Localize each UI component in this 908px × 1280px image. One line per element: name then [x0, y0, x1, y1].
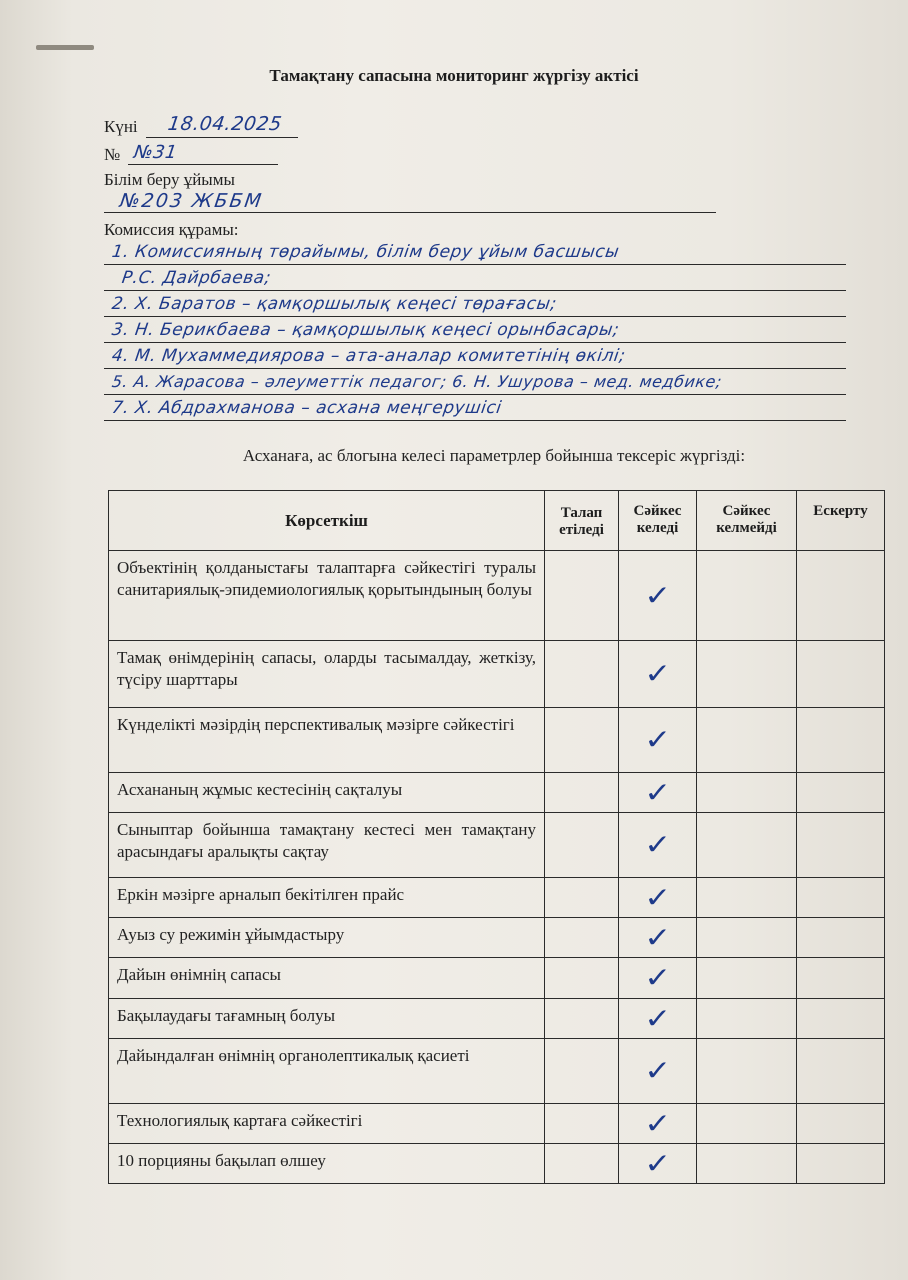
date-line: [146, 137, 298, 138]
required-cell: [545, 551, 619, 641]
date-value: 18.04.2025: [166, 113, 284, 135]
not-complies-cell: [697, 958, 797, 999]
note-cell: [797, 813, 885, 878]
note-cell: [797, 641, 885, 708]
indicator-cell: Бақылаудағы тағамның болуы: [109, 999, 545, 1039]
required-cell: [545, 958, 619, 999]
indicator-cell: Ауыз су режимін ұйымдастыру: [109, 918, 545, 958]
complies-cell: [619, 641, 697, 708]
table-row: [109, 1039, 885, 1104]
not-complies-cell: [697, 641, 797, 708]
complies-cell: [619, 813, 697, 878]
commission-member-7: 7. Х. Абдрахманова – асхана меңгерушісі: [110, 398, 503, 418]
table-row: [109, 958, 885, 999]
not-complies-cell: [697, 918, 797, 958]
commission-line-1: [104, 264, 846, 265]
commission-line-2: [104, 290, 846, 291]
note-cell: [797, 1104, 885, 1144]
header-required: Талап етіледі: [545, 491, 619, 551]
required-cell: [545, 1104, 619, 1144]
header-note: Ескерту: [797, 491, 885, 551]
not-complies-cell: [697, 813, 797, 878]
note-cell: [797, 878, 885, 918]
table-row: [109, 551, 885, 641]
table-header-row: [109, 491, 885, 551]
required-cell: [545, 918, 619, 958]
not-complies-cell: [697, 999, 797, 1039]
indicator-cell: Дайындалған өнімнің органолептикалық қасиеті: [109, 1039, 545, 1104]
check-mark-icon: ✓: [644, 1054, 671, 1087]
not-complies-cell: [697, 1104, 797, 1144]
check-mark-icon: ✓: [644, 880, 671, 914]
complies-cell: [619, 773, 697, 813]
note-cell: [797, 958, 885, 999]
number-label: №: [104, 145, 121, 164]
table-row: [109, 1104, 885, 1144]
check-mark-icon: ✓: [644, 828, 671, 861]
indicator-cell: Асхананың жұмыс кестесінің сақталуы: [109, 773, 545, 813]
required-cell: [545, 813, 619, 878]
required-cell: [545, 773, 619, 813]
check-mark-icon: ✓: [644, 578, 671, 612]
org-value: №203 ЖББМ: [118, 190, 265, 212]
indicator-cell: Объектінің қолданыстағы талаптарға сәйкестігі туралы санитариялық-эпидемиологиялық қорытындының болуы: [109, 551, 545, 641]
table-row: [109, 813, 885, 878]
required-cell: [545, 708, 619, 773]
indicator-cell: Тамақ өнімдерінің сапасы, оларды тасымалдау, жеткізу, түсіру шарттары: [109, 641, 545, 708]
table-row: [109, 918, 885, 958]
header-complies: Сәйкес келеді: [619, 491, 697, 551]
note-cell: [797, 999, 885, 1039]
commission-member-1-name: Р.С. Дайрбаева;: [120, 268, 273, 288]
commission-line-6: [104, 394, 846, 395]
indicator-cell: Технологиялық картаға сәйкестігі: [109, 1104, 545, 1144]
date-label: Күні: [104, 117, 138, 136]
note-cell: [797, 1144, 885, 1184]
required-cell: [545, 1039, 619, 1104]
check-mark-icon: ✓: [644, 1106, 671, 1140]
note-cell: [797, 773, 885, 813]
check-mark-icon: ✓: [644, 920, 671, 954]
table-row: [109, 878, 885, 918]
commission-line-4: [104, 342, 846, 343]
document-title: Тамақтану сапасына мониторинг жүргізу актісі: [269, 66, 639, 85]
check-mark-icon: ✓: [644, 775, 671, 809]
indicator-cell: Еркін мәзірге арналып бекітілген прайс: [109, 878, 545, 918]
number-value: №31: [132, 142, 179, 163]
indicator-cell: Дайын өнімнің сапасы: [109, 958, 545, 999]
complies-cell: [619, 999, 697, 1039]
check-mark-icon: ✓: [644, 961, 671, 994]
indicator-cell: Сыныптар бойынша тамақтану кестесі мен тамақтану арасындағы аралықты сақтау: [109, 813, 545, 878]
note-cell: [797, 1039, 885, 1104]
inspection-table: [108, 490, 885, 1184]
required-cell: [545, 641, 619, 708]
check-mark-icon: ✓: [644, 1146, 671, 1180]
number-line: [128, 164, 278, 165]
complies-cell: [619, 918, 697, 958]
commission-member-3: 3. Н. Берикбаева – қамқоршылық кеңесі орынбасары;: [110, 320, 621, 340]
not-complies-cell: [697, 1144, 797, 1184]
not-complies-cell: [697, 773, 797, 813]
header-indicator: Көрсеткіш: [109, 491, 545, 551]
required-cell: [545, 1144, 619, 1184]
check-mark-icon: ✓: [644, 657, 671, 690]
commission-line-7: [104, 420, 846, 421]
complies-cell: [619, 878, 697, 918]
commission-label: Комиссия құрамы:: [104, 220, 239, 239]
org-label: Білім беру ұйымы: [104, 170, 235, 189]
not-complies-cell: [697, 878, 797, 918]
complies-cell: [619, 958, 697, 999]
not-complies-cell: [697, 1039, 797, 1104]
commission-member-4: 4. М. Мухаммедиярова – ата-аналар комитетінің өкілі;: [110, 346, 627, 366]
note-cell: [797, 551, 885, 641]
not-complies-cell: [697, 551, 797, 641]
required-cell: [545, 999, 619, 1039]
indicator-cell: 10 порцияны бақылап өлшеу: [109, 1144, 545, 1184]
commission-member-2: 2. Х. Баратов – қамқоршылық кеңесі төрағасы;: [110, 294, 559, 314]
commission-member-1: 1. Комиссияның төрайымы, білім беру ұйым басшысы: [110, 242, 621, 262]
complies-cell: [619, 1039, 697, 1104]
note-cell: [797, 708, 885, 773]
table-row: [109, 1144, 885, 1184]
commission-line-3: [104, 316, 846, 317]
table-row: [109, 999, 885, 1039]
indicator-cell: Күнделікті мәзірдің перспективалық мәзірге сәйкестігі: [109, 708, 545, 773]
header-not-complies: Сәйкес келмейді: [697, 491, 797, 551]
complies-cell: [619, 551, 697, 641]
table-row: [109, 773, 885, 813]
complies-cell: [619, 708, 697, 773]
required-cell: [545, 878, 619, 918]
note-cell: [797, 918, 885, 958]
complies-cell: [619, 1144, 697, 1184]
org-line: [104, 212, 716, 213]
table-row: [109, 641, 885, 708]
complies-cell: [619, 1104, 697, 1144]
not-complies-cell: [697, 708, 797, 773]
commission-line-5: [104, 368, 846, 369]
commission-member-5-6: 5. А. Жарасова – әлеуметтік педагог; 6. Н. Ушурова – мед. медбике;: [110, 372, 724, 391]
check-mark-icon: ✓: [644, 1001, 671, 1035]
clip-mark: [36, 45, 94, 50]
table-row: [109, 708, 885, 773]
check-mark-icon: ✓: [644, 723, 671, 756]
intro-text: Асханаға, ас блогына келесі параметрлер бойынша тексеріс жүргізді:: [242, 446, 746, 465]
